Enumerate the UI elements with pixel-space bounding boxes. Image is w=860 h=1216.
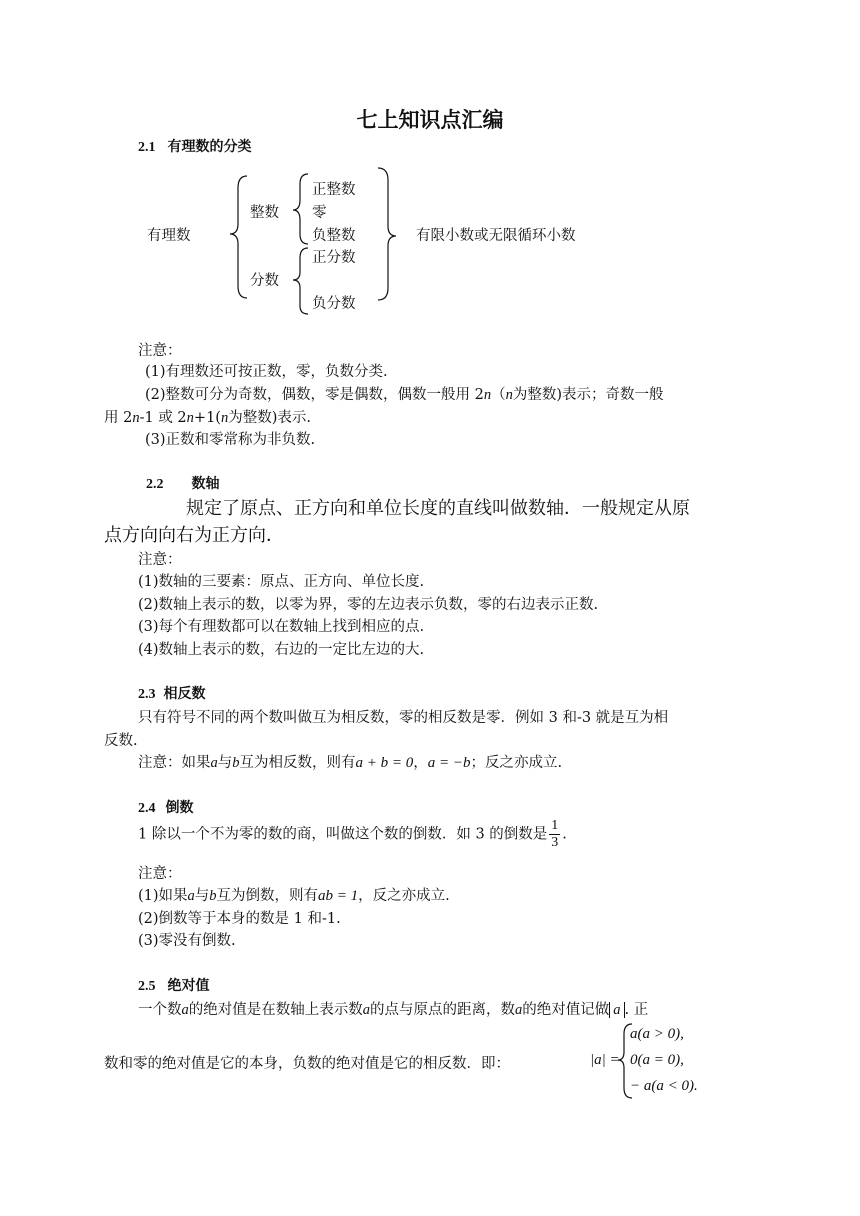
note-3: (3)每个有理数都可以在数轴上找到相应的点. [138, 619, 425, 635]
equation-product: ab = 1 [318, 888, 359, 904]
tree-negative-integer: 负整数 [312, 228, 356, 244]
note-1: (1)有理数还可按正数，零，负数分类. [145, 364, 388, 380]
paragraph-line-1: 只有符号不同的两个数叫做互为相反数，零的相反数是零．例如 3 和-3 就是互为相 [138, 710, 669, 726]
note-label: 注意： [138, 552, 182, 568]
note-2: (2)倒数等于本身的数是 1 和-1. [138, 911, 341, 927]
note-1: (1)如果a与b互为倒数，则有ab = 1，反之亦成立. [138, 888, 450, 904]
note-1: (1)数轴的三要素：原点、正方向、单位长度. [138, 574, 425, 590]
note-3: (3)零没有倒数. [138, 933, 236, 949]
note-label: 注意： [138, 866, 182, 882]
section-title: 相反数 [163, 686, 206, 702]
tree-right-label: 有限小数或无限循环小数 [416, 228, 576, 244]
note-2-line2: 用 2n-1 或 2n+1(n为整数)表示. [104, 410, 311, 426]
definition-line-1: 规定了原点、正方向和单位长度的直线叫做数轴．一般规定从原 [186, 498, 690, 519]
note-line: 注意：如果a与b互为相反数，则有a + b = 0，a = −b；反之亦成立. [138, 755, 563, 771]
case-zero: 0(a = 0), [630, 1052, 684, 1068]
paragraph-line-2: 反数. [104, 733, 138, 749]
tree-zero: 零 [312, 205, 327, 221]
equation-negation: a = −b [427, 755, 471, 771]
page-title: 七上知识点汇编 [356, 107, 504, 132]
case-negative: − a(a < 0). [630, 1078, 698, 1094]
equation-sum: a + b = 0 [355, 755, 414, 771]
paragraph-line-2: 数和零的绝对值是它的本身，负数的绝对值是它的相反数．即： [104, 1056, 510, 1072]
tree-positive-fraction: 正分数 [312, 250, 356, 266]
section-number: 2.1 [138, 140, 156, 155]
note-2: (2)数轴上表示的数，以零为界，零的左边表示负数，零的右边表示正数. [138, 597, 599, 613]
note-3: (3)正数和零常称为非负数. [145, 432, 316, 448]
section-number: 2.5 [138, 979, 156, 994]
paragraph-line-1: 一个数a的绝对值是在数轴上表示数a的点与原点的距离，数a的绝对值记做 a . 正 [138, 1002, 649, 1018]
note-2-line1: (2)整数可分为奇数，偶数，零是偶数，偶数一般用 2n（n为整数)表示；奇数一般 [145, 387, 664, 403]
section-title: 数轴 [191, 476, 220, 492]
section-number: 2.2 [146, 477, 164, 492]
section-title: 倒数 [165, 800, 194, 816]
tree-integer-label: 整数 [250, 205, 279, 221]
fraction-one-third: $\frac{1}{3}$ [551, 818, 559, 850]
note-label: 注意： [138, 343, 182, 359]
case-positive: a(a > 0), [630, 1026, 684, 1042]
tree-positive-integer: 正整数 [312, 182, 356, 198]
definition-line-2: 点方向向右为正方向． [104, 525, 284, 546]
section-number: 2.4 [138, 801, 156, 816]
tree-negative-fraction: 负分数 [312, 296, 356, 312]
section-title: 绝对值 [167, 978, 210, 994]
tree-fraction-label: 分数 [250, 273, 279, 289]
note-4: (4)数轴上表示的数，右边的一定比左边的大. [138, 642, 425, 658]
abs-equation-lhs: |a| = [590, 1052, 620, 1068]
section-title: 有理数的分类 [167, 139, 252, 155]
paragraph-line-1: 1 除以一个不为零的数的商，叫做这个数的倒数．如 3 的倒数是 $\frac{1}{3}$ . [138, 818, 567, 850]
tree-root-label: 有理数 [147, 228, 191, 244]
absolute-value-a: a [609, 1002, 624, 1018]
section-number: 2.3 [138, 687, 156, 702]
